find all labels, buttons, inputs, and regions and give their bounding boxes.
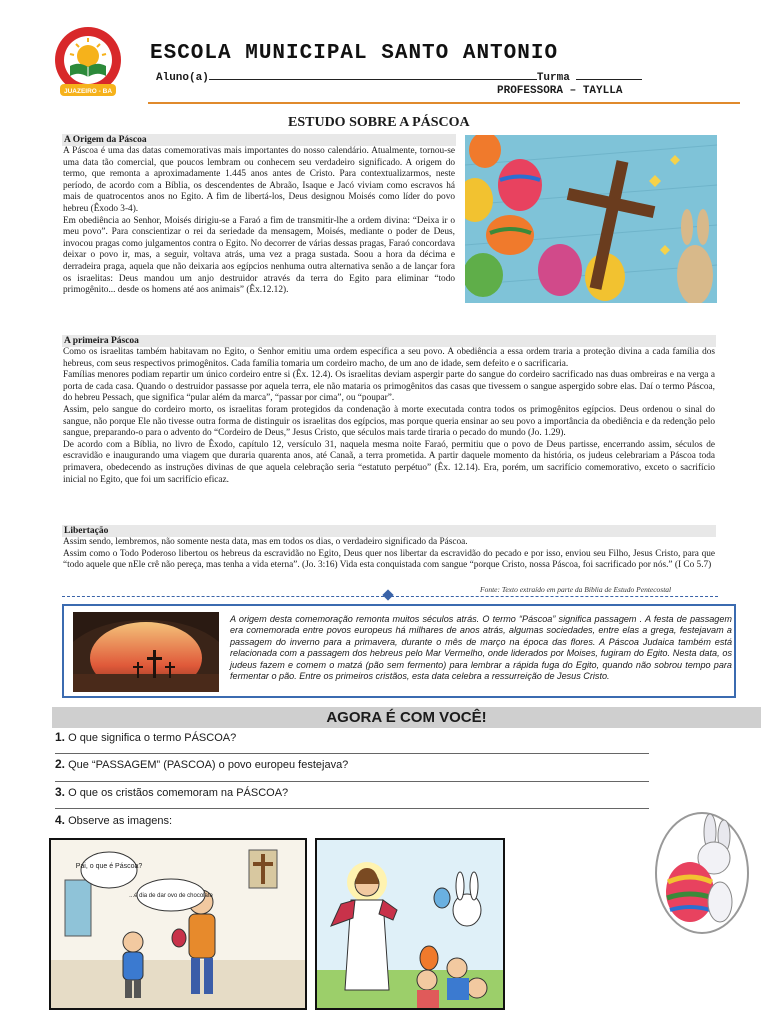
question-2 [55,757,348,771]
answer-line-3[interactable] [55,808,649,809]
question-4 [55,813,172,827]
student-line [156,70,642,84]
paragraph: Famílias menores podiam repartir um único cordeiro entre si (Êx. 12.4). Os israelitas deviam aspergir parte do sangue do cordeiro sacrificado nas duas ombreiras e na verga a porta de cada casa. Quando o destruidor passasse por aquela terra, ele não mataria os primogênitos das casas que tivessem o sangue aspergido sobre elas. Daí o termo Páscoa, do hebreu Pessach, que significa “pular além da marca”, “passar por cima”, ou “poupar”. [63,370,715,404]
school-logo [40,26,136,100]
paragraph: Assim sendo, lembremos, não somente nesta data, mas em todos os dias, o verdadeiro significado da Páscoa. [63,537,468,547]
paragraph: Assim, pelo sangue do cordeiro morto, os israelitas foram protegidos da condenação à morte executada contra todos os primogênitos egípcios. Deus ordenou o sinal do sangue, não porque Ele não tivesse outra forma de distinguir os israelitas dos egípcios, mas porque queria ensinar ao seu povo a importância da obediência e da redenção pelo sangue, preparando-o para o advento do “Cordeiro de Deus,” Jesus Cristo, que séculos mais tarde tiraria o pecado do mundo (Jo. 1.29). [63,404,715,439]
cartoon-jesus-bunny [315,838,505,1010]
section-heading-primeira-pascoa: A primeira Páscoa [62,335,716,347]
question-number: 1. [55,730,66,744]
paragraph: Assim como o Todo Poderoso libertou os hebreus da escravidão no Egito, Deus quer nos libertar da escravidão do pecado e por isso, enviou seu Filho, Jesus Cristo, para que “todo aquele que nEle crê não pereça, mas tenha a vida eterna”. (Jo. 3:16) Vida esta conquistada com sangue “porque Cristo, nossa Páscoa, foi sacrificado por nós.” (I Co 5.7) [63,548,715,571]
answer-line-1[interactable] [55,753,649,754]
source-note: Fonte: Texto extraído em parte da Bíblia de Estudo Pentecostal [480,585,672,594]
question-1 [55,730,236,744]
divider-ornament [382,589,393,600]
aluno-field[interactable] [209,70,537,80]
teacher-name: PROFESSORA – TAYLLA [497,85,623,97]
paragraph: Como os israelitas também habitavam no Egito, o Senhor emitiu uma ordem específica a seu povo. A obediência a essa ordem traria a proteção divina a cada família dos hebreus, com seus respectivos primogênitos. Cada família tomaria um cordeiro macho, de um ano de idade, sem defeito e o sacrificaria. [63,347,715,369]
question-text: Que “PASSAGEM” (PASCOA) o povo europeu festejava? [68,759,349,771]
turma-field[interactable] [576,70,642,80]
question-text: O que os cristãos comemoram na PÁSCOA? [68,787,289,799]
page-title: ESTUDO SOBRE A PÁSCOA [288,115,470,130]
cartoon-father-child [49,838,307,1010]
section-heading-origem: A Origem da Páscoa [62,134,456,146]
question-3 [55,785,288,799]
aluno-label: Aluno(a) [156,72,209,84]
paragraph: A Páscoa é uma das datas comemorativas mais importantes do nosso calendário. Atualmente, tornou-se uma data tão comercial, que poucos lembram ou conhecem seu verdadeiro significado. A origem do termo, que remonta a aproximadamente 1.445 anos antes de Cristo. Para contextualizarmos, neste período, de acordo com a Bíblia, os descendentes de Abraão, Isaque e Jacó viviam como escravos há mais de quatrocentos anos no Egito. A fim de libertá-los, Deus designou Moisés como líder do povo hebreu (Êxodo 3-4). [63,146,455,214]
question-text: O que significa o termo PÁSCOA? [68,732,237,744]
question-number: 3. [55,785,66,799]
info-box-text: A origem desta comemoração remonta muitos séculos atrás. O termo “Páscoa” significa passagem . A festa de passagem era comemorada entre povos europeus há milhares de anos atrás, algumas sociedades, entre elas a grega, festejavam a passagem do inverno para a primavera, durante o mês de março na época das flores. A Páscoa Judaica também está relacionada com a passagem dos hebreus pelo Mar Vermelho, onde liderados por Moises, fugiram do Egito. Nesta data, os judeus fazem e comem o matzá (pão sem fermento) para lembrar a rápida fuga do Egito, quando não sobrou tempo para fermentar o pão. Entre os primeiros cristãos, esta data celebra a ressurreição de Jesus Cristo. [230,614,732,682]
question-number: 4. [55,813,66,827]
father-speech-bubble: ...é dia de dar ovo de chocolate [129,893,213,899]
turma-label: Turma [536,72,570,84]
header-divider [148,102,740,104]
empty-tomb-crosses-image [73,612,219,692]
exercise-heading: AGORA É COM VOCÊ! [52,707,761,728]
question-number: 2. [55,757,66,771]
logo-city-text: JUAZEIRO - BA [63,88,113,95]
section-libertacao-text [63,537,715,572]
answer-line-2[interactable] [55,781,649,782]
paragraph: De acordo com a Bíblia, no livro de Êxodo, capítulo 12, versículo 31, naquela mesma noite Faraó, permitiu que o povo de Deus partisse, encerrando assim, séculos de escravidão e inaugurando uma viagem que duraria quarenta anos, até Canaã, a terra prometida. A partir daquele momento da história, os judeus celebrariam a Páscoa toda primavera, obedecendo as instruções divinas de que aquela celebração seria “estatuto perpétuo” (Êx. 12.14). Era, porém, um sacrifício comemorativo, exceto o sacrifício inicial no Egito, que foi um sacrifício eficaz. [63,439,715,485]
section-heading-libertacao: Libertação [62,525,716,537]
paragraph: Em obediência ao Senhor, Moisés dirigiu-se a Faraó a fim de transmitir-lhe a ordem divina: “Deixa ir o meu povo”. Para conscientizar o rei da seriedade da mensagem, Moisés, mediante o poder de Deus, invocou pragas como julgamentos contra o Egito. No decorrer de várias dessas pragas, Faraó concordava deixar o povo ir, mas, a seguir, voltava atrás, uma vez a praga sustada. Soou a hora da décima e derradeira praga, aquela que não deixaria aos egípcios nenhuma outra alternativa senão a de lançar fora os israelitas: Deus mandou um anjo destruidor através da terra do Egito para eliminar “todo primogênito... desde os homens até aos animais” (Êx.12.12). [63,215,455,296]
school-name: ESCOLA MUNICIPAL SANTO ANTONIO [150,42,559,65]
easter-bunny-egg-image [654,810,750,936]
question-text: Observe as imagens: [68,815,173,827]
easter-eggs-cross-image [465,135,717,303]
section-primeira-pascoa-text [63,347,715,486]
child-speech-bubble: Pai, o que é Páscoa? [75,863,143,870]
section-origem-text [63,146,455,297]
